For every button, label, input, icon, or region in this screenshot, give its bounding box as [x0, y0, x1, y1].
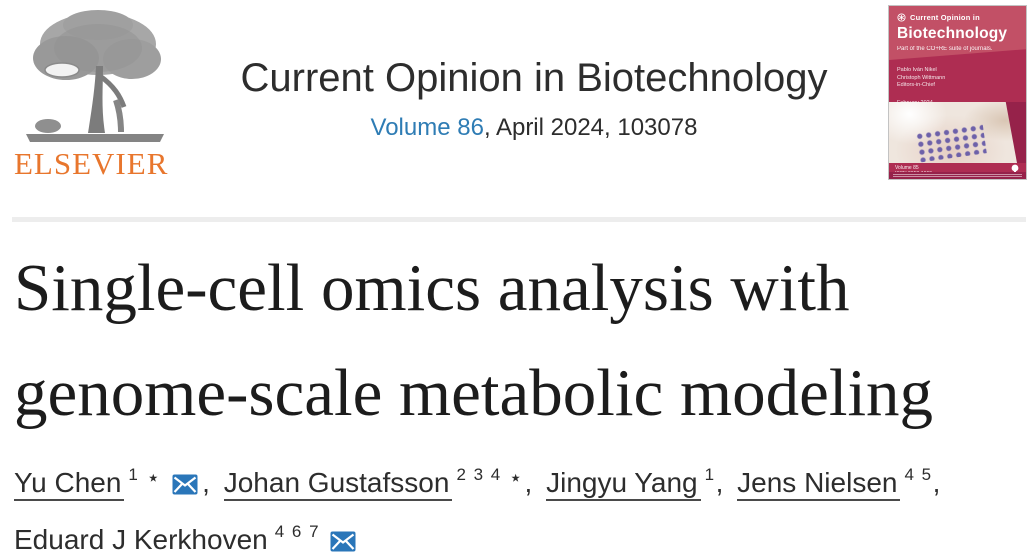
- elsevier-logo-link[interactable]: [14, 4, 179, 182]
- equal-contribution-star-icon: ⋆: [146, 465, 161, 490]
- cover-photo: [889, 102, 1026, 163]
- author-name-link[interactable]: Yu Chen: [14, 467, 124, 501]
- author-entry: [737, 467, 946, 498]
- author-affiliation-superscript: 4 6 7: [274, 522, 321, 541]
- author-name-link[interactable]: Jens Nielsen: [737, 467, 900, 501]
- section-divider: [12, 217, 1026, 222]
- correspondence-envelope-icon[interactable]: [330, 516, 356, 554]
- cover-emblem-icon: [897, 13, 906, 22]
- cover-bottom-band: [889, 163, 1026, 179]
- elsevier-wordmark: ELSEVIER: [14, 146, 169, 181]
- author-name-link[interactable]: Jingyu Yang: [546, 467, 701, 501]
- cover-editors: Pablo Iván Nikel Christoph Wittmann Editors-in-Chief: [897, 67, 946, 88]
- author-affiliation-superscript: 4 5: [904, 465, 933, 484]
- author-entry: [546, 467, 737, 498]
- cover-journal-name: Biotechnology: [897, 25, 1008, 42]
- author-name-link[interactable]: Eduard J Kerkhoven: [14, 524, 271, 554]
- cover-red-wedge: [981, 102, 1026, 163]
- author-entry: [14, 467, 224, 498]
- author-separator: ,: [524, 467, 541, 498]
- author-affiliation-superscript: 1: [704, 465, 716, 484]
- cover-fineprint: [889, 172, 1026, 179]
- author-entry: [224, 467, 546, 498]
- correspondence-envelope-icon[interactable]: [172, 459, 198, 512]
- author-separator: ,: [932, 467, 941, 498]
- author-separator: ,: [202, 467, 218, 498]
- journal-meta: [240, 56, 827, 142]
- author-affiliation-superscript: 2 3 4: [456, 465, 502, 484]
- volume-link[interactable]: Volume 86: [370, 114, 484, 141]
- article-title: Single-cell omics analysis with genome-scale metabolic modeling: [14, 251, 934, 430]
- cover-series-label: Current Opinion in: [910, 13, 980, 22]
- cover-volume: Volume 85: [895, 165, 919, 171]
- volume-issue-line: [240, 114, 827, 142]
- journal-header: [0, 0, 1034, 217]
- cover-wellplate-image: [915, 123, 987, 162]
- journal-title-link[interactable]: Current Opinion in Biotechnology: [240, 56, 828, 100]
- cover-tagline: Part of the CO+RE suite of journals.: [897, 46, 993, 52]
- author-entry: [14, 524, 360, 554]
- author-name-link[interactable]: Johan Gustafsson: [224, 467, 453, 501]
- author-separator: ,: [715, 467, 732, 498]
- article-head: [0, 236, 1034, 554]
- journal-cover-thumbnail[interactable]: [888, 5, 1027, 180]
- equal-contribution-star-icon: ⋆: [508, 465, 523, 490]
- elsevier-tree-icon: [20, 4, 170, 144]
- issue-info: , April 2024, 103078: [483, 114, 698, 141]
- author-list: [14, 456, 1026, 554]
- author-affiliation-superscript: 1: [128, 465, 140, 484]
- cover-top-text: [889, 6, 1026, 106]
